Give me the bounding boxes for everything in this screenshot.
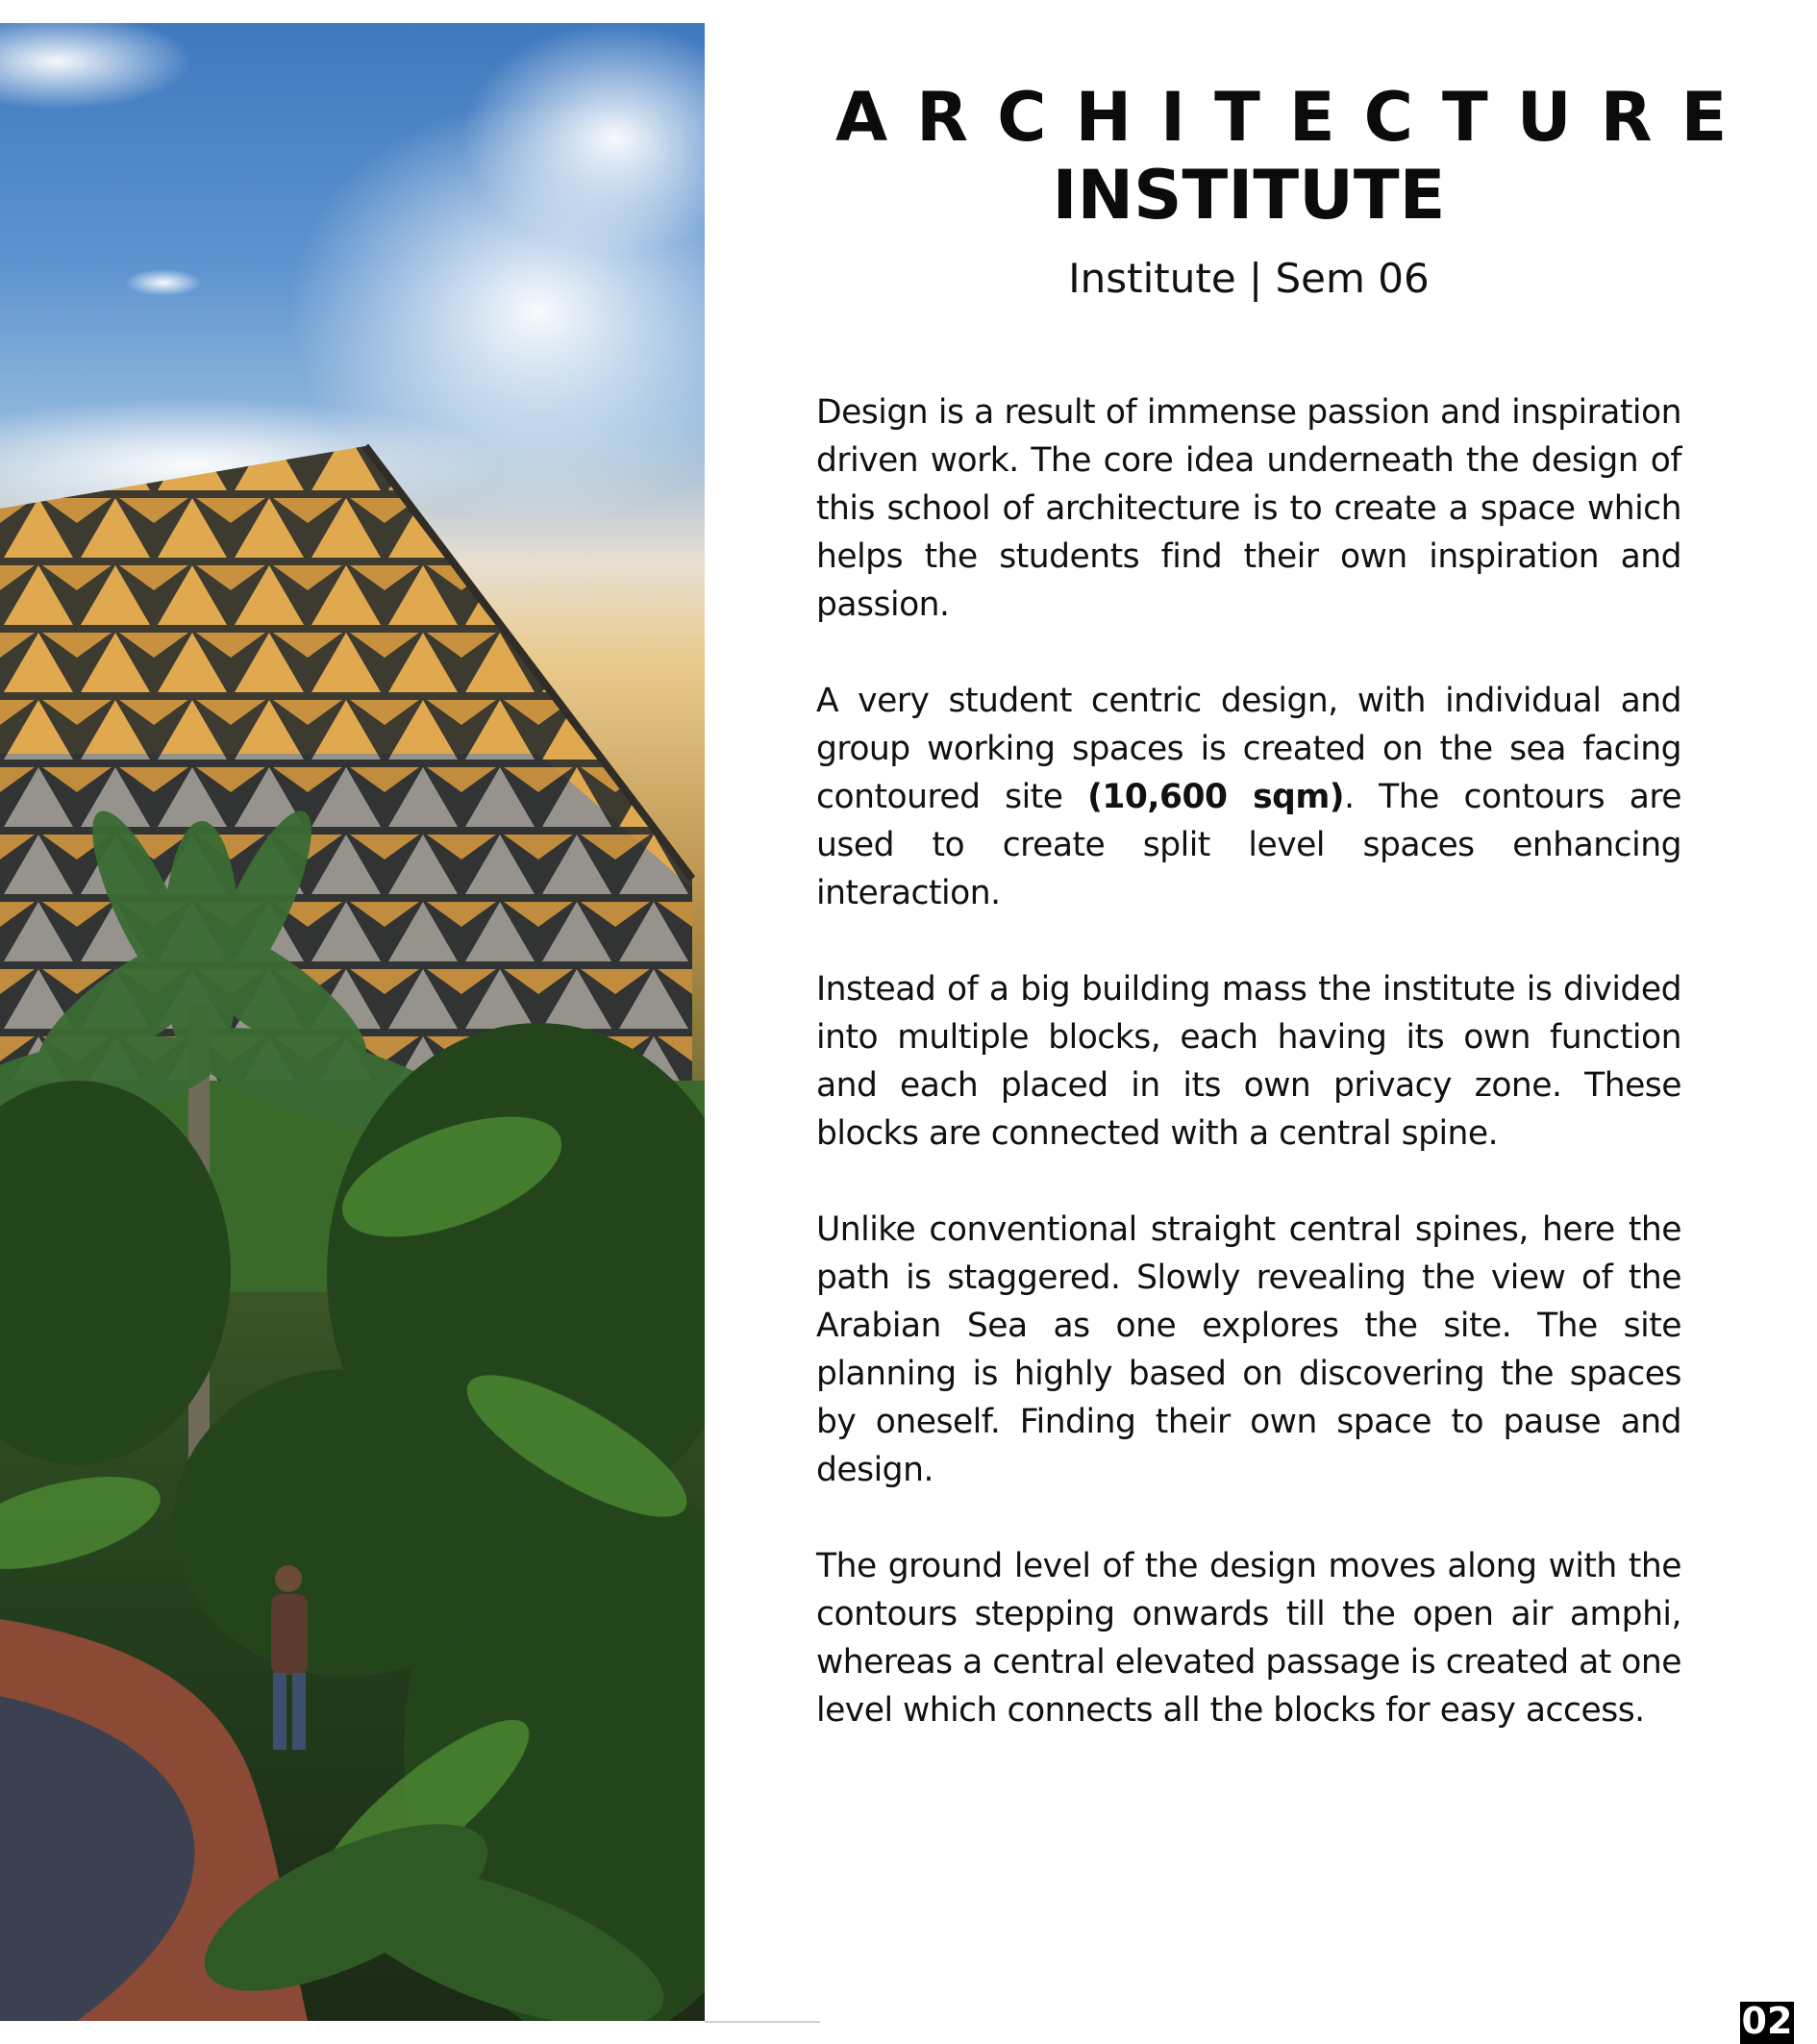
text-column — [816, 77, 1756, 1734]
paragraph-design-intent: Design is a result of immense passion and inspiration driven work. The core idea underneath the design of this school of architecture is to create a space which helps the students find their own inspiration and passion. — [816, 393, 1681, 624]
page-title-line-1: ARCHITECTURE — [835, 78, 1756, 157]
page-subtitle: Institute | Sem 06 — [1068, 255, 1430, 302]
page-title-line-2: INSTITUTE — [1052, 156, 1446, 235]
paragraph-ground-level: The ground level of the design moves along with the contours stepping onwards till the open air amphi, whereas a central elevated passage is created at one level which connects all the blocks for easy access. — [816, 1547, 1681, 1730]
top-margin — [0, 0, 1817, 23]
hero-render-image — [0, 23, 705, 2021]
bottom-rule — [705, 2021, 820, 2023]
hero-render-illustration — [0, 23, 705, 2021]
paragraph-text: . The contours are used to create split level spaces enhancing interaction. — [816, 778, 1681, 912]
paragraph-blocks: Instead of a big building mass the institute is divided into multiple blocks, each having its own function and each placed in its own privacy zone. These blocks are connected with a central spine. — [816, 970, 1681, 1153]
site-area-value: (10,600 sqm) — [1087, 778, 1345, 816]
paragraph-spine: Unlike conventional straight central spines, here the path is staggered. Slowly revealing the view of the Arabian Sea as one explores the site. The site planning is highly based on discovering the spaces by oneself. Finding their own space to pause and design. — [816, 1210, 1681, 1489]
page-number-badge: 02 — [1741, 2002, 1793, 2042]
paragraph-student-centric — [816, 677, 1681, 917]
paragraph-text: A very student centric design, with individual and group working spaces is created on the sea facing contoured site — [816, 682, 1681, 816]
